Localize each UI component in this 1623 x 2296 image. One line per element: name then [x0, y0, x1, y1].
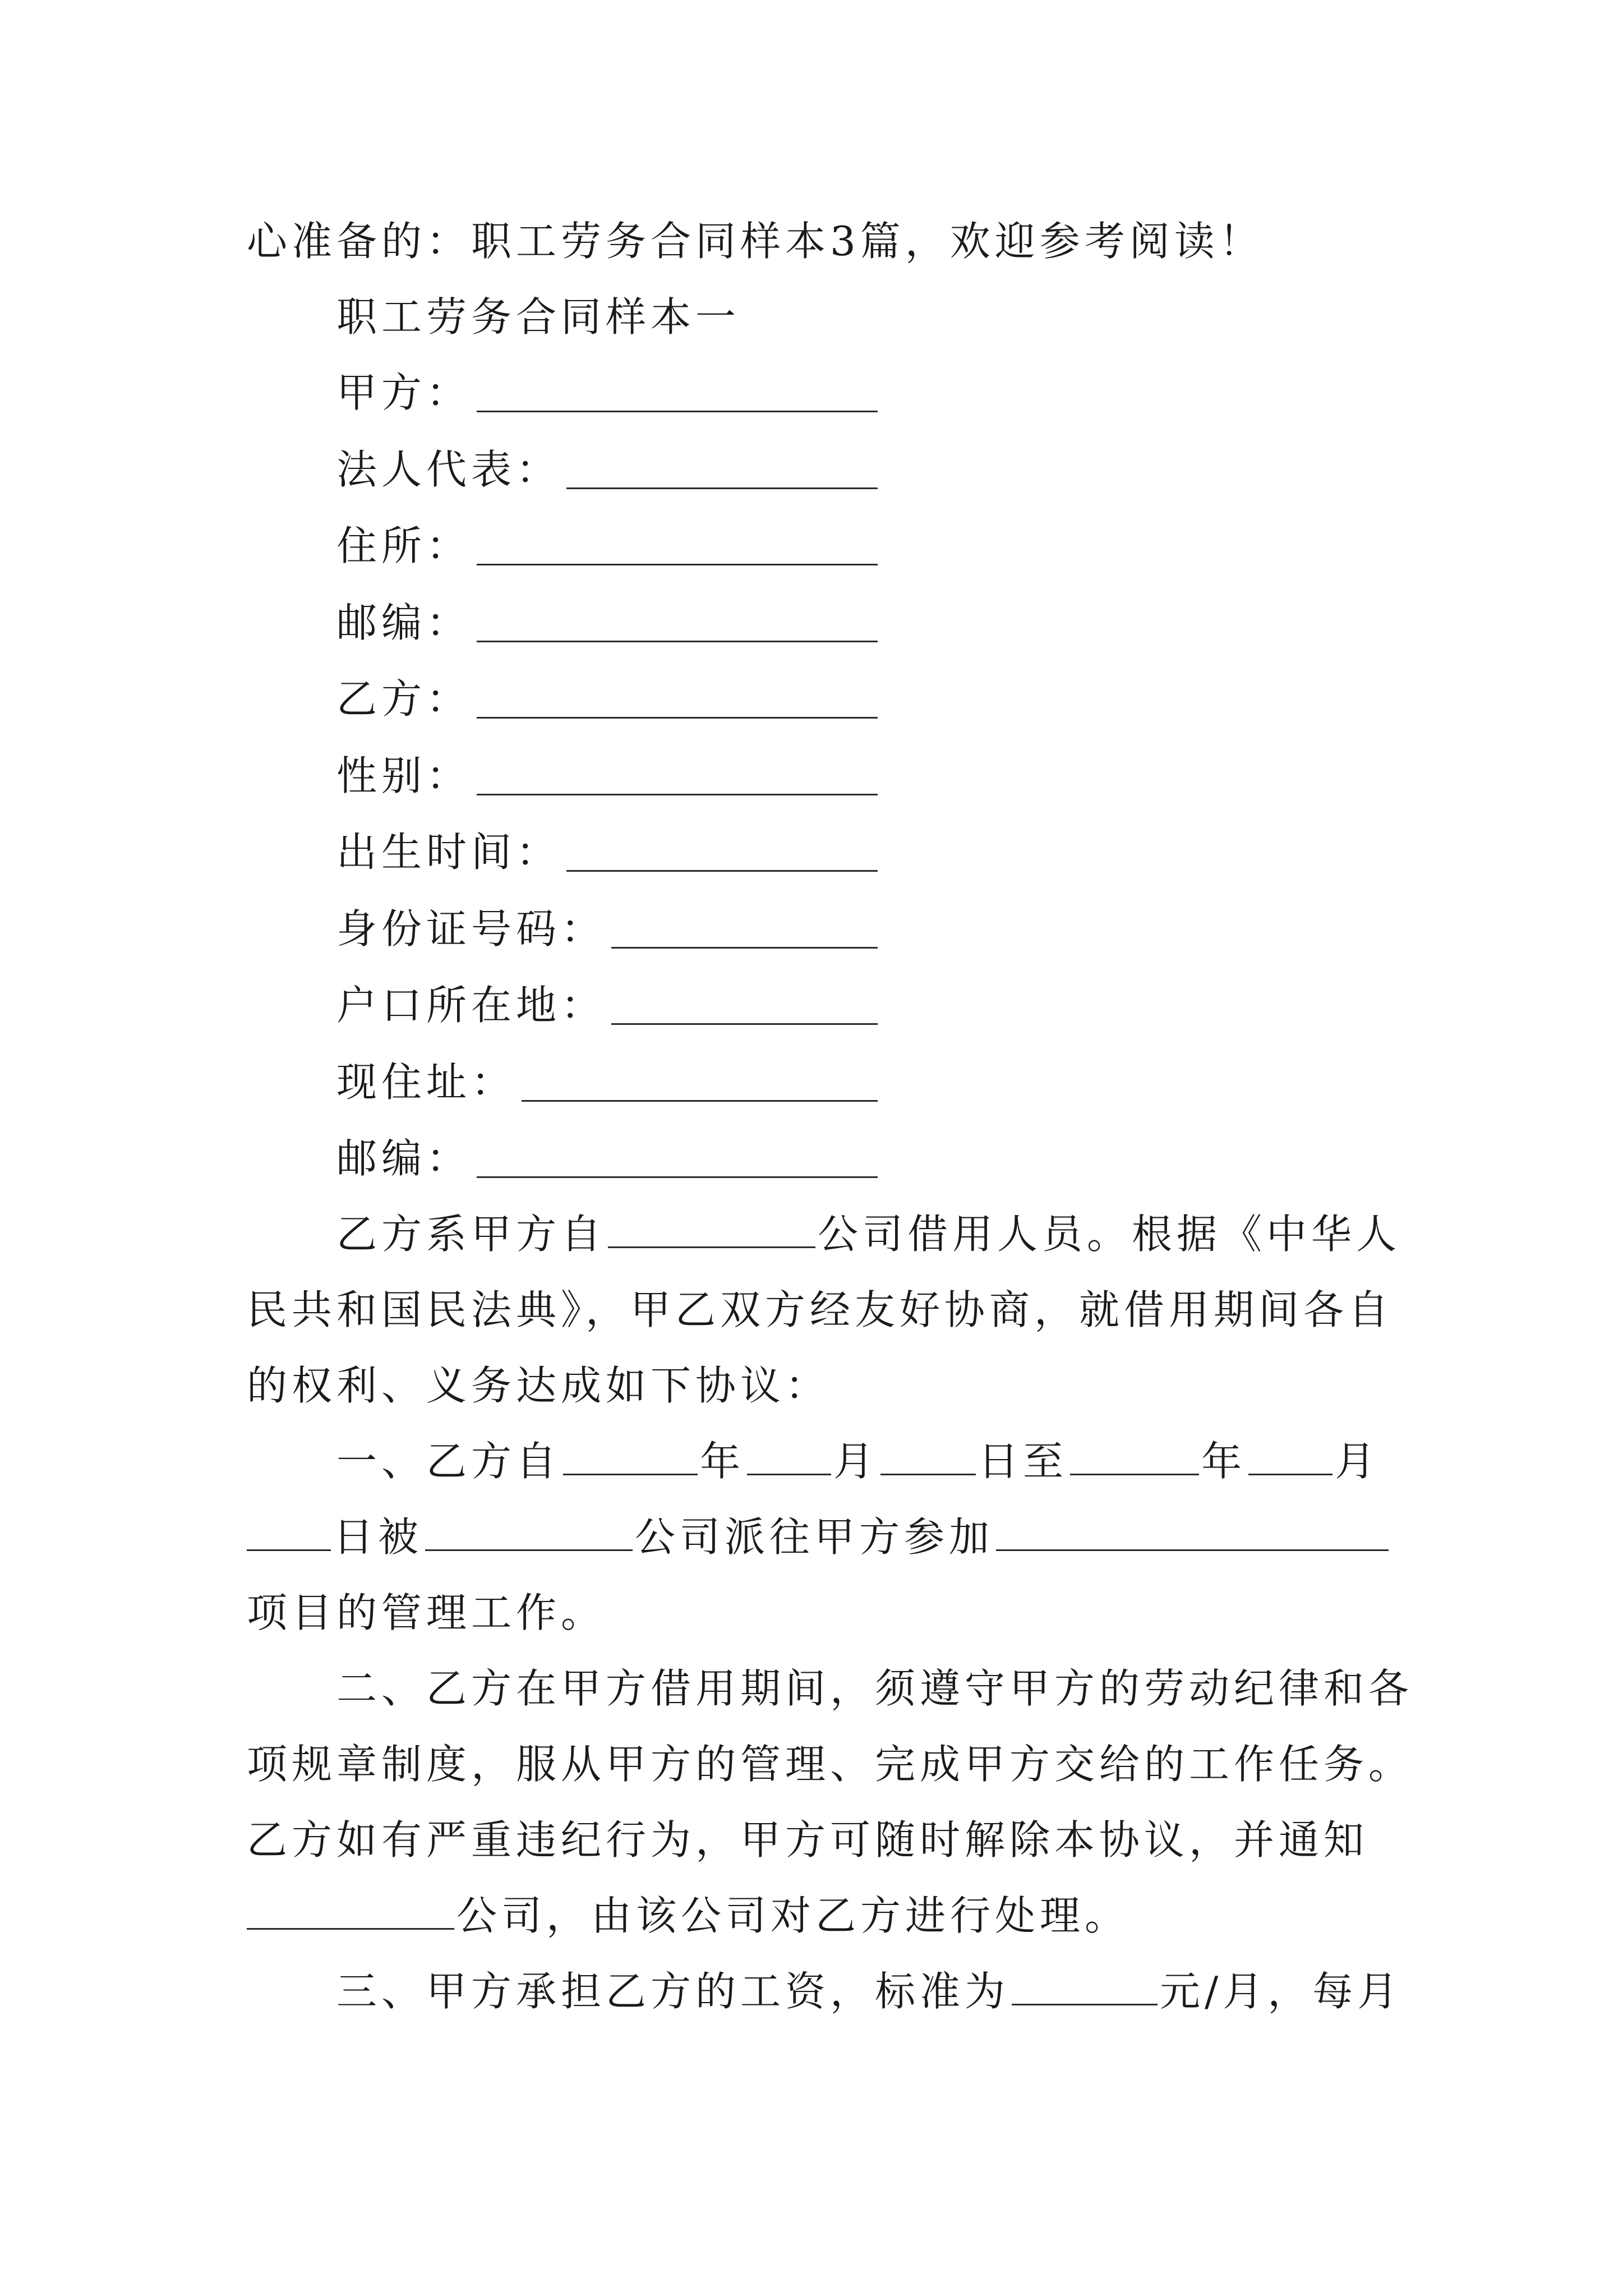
clause-1-day-to-label: 日至 [978, 1438, 1068, 1485]
clause-1-month-label: 月 [833, 1438, 879, 1485]
clause-3-line-1 [336, 1963, 1402, 2019]
field-label: 性别： [336, 752, 472, 799]
start-year-blank[interactable] [563, 1439, 698, 1475]
end-month-blank[interactable] [1248, 1439, 1332, 1475]
paragraph-1-line-1 [336, 1206, 1401, 1262]
field-label: 邮编： [336, 1135, 472, 1182]
field-row [336, 1130, 471, 1186]
start-day-blank[interactable] [880, 1439, 976, 1475]
paragraph-1-text-a: 乙方系甲方自 [336, 1211, 606, 1258]
clause-3-text-a: 三、甲方承担乙方的工资，标准为 [336, 1968, 1010, 2015]
paragraph-1-line-2: 民共和国民法典》，甲乙双方经友好协商，就借用期间各自 [247, 1286, 1394, 1333]
clause-1-year-label: 年 [700, 1438, 745, 1485]
clause-1-line-1 [336, 1433, 1380, 1489]
field-label: 身份证号码： [336, 905, 606, 953]
field-input-blank[interactable] [477, 717, 878, 719]
field-label: 出生时间： [336, 829, 561, 876]
salary-blank[interactable] [1012, 1969, 1158, 2005]
clause-1-project-label: 公司派往甲方参加 [635, 1513, 994, 1561]
clause-1-end-year-label: 年 [1201, 1438, 1247, 1485]
clause-2-line-1: 二、乙方在甲方借用期间，须遵守甲方的劳动纪律和各 [336, 1665, 1414, 1712]
clause-2-text-b: 公司，由该公司对乙方进行处理。 [457, 1892, 1130, 1939]
field-row [336, 977, 606, 1033]
field-input-blank[interactable] [611, 947, 878, 949]
clause-2-line-3: 乙方如有严重违纪行为，甲方可随时解除本协议，并通知 [247, 1816, 1369, 1864]
paragraph-1-text-b: 公司借用人员。根据《中华人 [818, 1211, 1401, 1258]
field-input-blank[interactable] [566, 870, 878, 872]
clause-1-text-a: 一、乙方自 [336, 1438, 561, 1485]
field-label: 住所： [336, 522, 472, 569]
field-row [336, 901, 606, 957]
field-label: 现住址： [336, 1058, 517, 1106]
field-row [336, 365, 471, 421]
clause-2-line-2: 项规章制度，服从甲方的管理、完成甲方交给的工作任务。 [247, 1741, 1414, 1788]
clause-1-line-2 [247, 1509, 1391, 1565]
notify-company-blank[interactable] [247, 1893, 454, 1930]
field-label: 邮编： [336, 599, 472, 646]
company-blank[interactable] [608, 1212, 815, 1248]
start-month-blank[interactable] [747, 1439, 831, 1475]
field-input-blank[interactable] [477, 794, 878, 795]
field-row [336, 595, 471, 651]
field-label: 甲方： [336, 369, 472, 416]
dispatch-company-blank[interactable] [425, 1515, 633, 1551]
field-row [336, 824, 561, 880]
clause-3-text-b: 元/月，每月 [1160, 1968, 1403, 2015]
intro-line: 心准备的：职工劳务合同样本3篇，欢迎参考阅读！ [247, 218, 1264, 265]
clause-1-line-3: 项目的管理工作。 [247, 1589, 606, 1636]
project-name-blank[interactable] [996, 1515, 1389, 1551]
paragraph-1-line-3: 的权利、义务达成如下协议： [247, 1362, 831, 1409]
field-input-blank[interactable] [566, 487, 878, 489]
end-year-blank[interactable] [1070, 1439, 1199, 1475]
clause-2-line-4 [247, 1888, 1129, 1944]
end-day-blank[interactable] [247, 1515, 331, 1551]
field-row [336, 1054, 516, 1110]
field-label: 乙方： [336, 675, 472, 723]
field-label: 户口所在地： [336, 982, 606, 1029]
field-row [336, 671, 471, 727]
field-input-blank[interactable] [477, 411, 878, 412]
field-label: 法人代表： [336, 445, 561, 493]
field-row [336, 518, 471, 574]
field-input-blank[interactable] [477, 564, 878, 565]
field-row [336, 441, 561, 498]
section-title: 职工劳务合同样本一 [336, 293, 741, 341]
field-input-blank[interactable] [611, 1023, 878, 1025]
field-input-blank[interactable] [477, 641, 878, 642]
clause-1-end-month-label: 月 [1335, 1438, 1380, 1485]
field-row [336, 748, 471, 804]
field-input-blank[interactable] [522, 1100, 878, 1102]
clause-1-dispatched-label: 日被 [333, 1513, 423, 1561]
field-input-blank[interactable] [477, 1176, 878, 1178]
